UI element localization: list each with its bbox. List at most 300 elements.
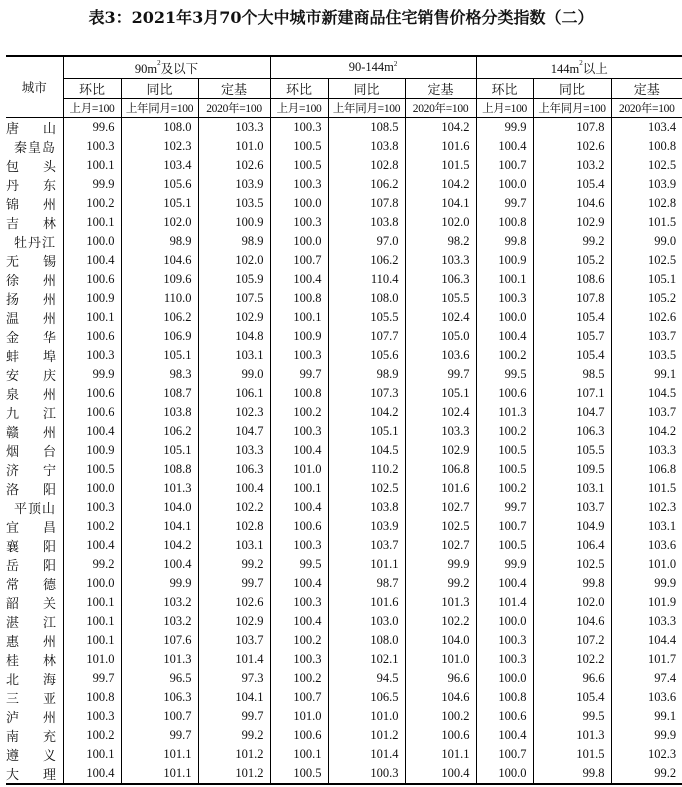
value-cell: 100.3 xyxy=(270,536,328,555)
value-cell: 102.6 xyxy=(533,137,611,156)
table-row xyxy=(6,669,682,688)
city-name: 桂 林 xyxy=(6,654,56,669)
city-cell xyxy=(6,460,63,479)
value-cell: 108.0 xyxy=(328,631,405,650)
value-cell: 104.5 xyxy=(328,441,405,460)
city-name: 韶 关 xyxy=(6,597,56,612)
value-cell: 102.2 xyxy=(533,650,611,669)
table-row xyxy=(6,745,682,764)
value-cell: 108.7 xyxy=(121,384,198,403)
value-cell: 100.7 xyxy=(476,517,533,536)
value-cell: 100.3 xyxy=(270,422,328,441)
value-cell: 100.2 xyxy=(270,403,328,422)
value-cell: 105.0 xyxy=(405,327,476,346)
city-name: 扬 州 xyxy=(6,293,56,308)
city-name: 泸 州 xyxy=(6,711,56,726)
value-cell: 102.3 xyxy=(121,137,198,156)
value-cell: 101.3 xyxy=(121,650,198,669)
value-cell: 104.4 xyxy=(611,631,682,650)
value-cell: 105.2 xyxy=(611,289,682,308)
value-cell: 103.9 xyxy=(328,517,405,536)
value-cell: 100.1 xyxy=(63,745,121,764)
value-cell: 104.6 xyxy=(405,688,476,707)
value-cell: 99.5 xyxy=(533,707,611,726)
value-cell: 101.6 xyxy=(328,593,405,612)
city-name: 安 庆 xyxy=(6,369,56,384)
group-header-90-144: $90-144m^2$ xyxy=(270,56,476,79)
value-cell: 102.3 xyxy=(198,403,270,422)
value-cell: 100.4 xyxy=(270,612,328,631)
value-cell: 104.6 xyxy=(533,612,611,631)
value-cell: 102.5 xyxy=(533,555,611,574)
value-cell: 103.7 xyxy=(611,327,682,346)
value-cell: 101.2 xyxy=(198,764,270,784)
city-name: 遵 义 xyxy=(6,749,56,764)
value-cell: 96.6 xyxy=(533,669,611,688)
value-cell: 105.7 xyxy=(533,327,611,346)
value-cell: 103.5 xyxy=(611,346,682,365)
value-cell: 100.3 xyxy=(63,137,121,156)
value-cell: 100.5 xyxy=(476,441,533,460)
unit-header-base: 2020年=100 xyxy=(198,99,270,118)
city-cell xyxy=(6,175,63,194)
value-cell: 104.7 xyxy=(198,422,270,441)
value-cell: 100.8 xyxy=(270,384,328,403)
value-cell: 103.1 xyxy=(533,479,611,498)
city-cell xyxy=(6,479,63,498)
city-cell xyxy=(6,498,63,517)
value-cell: 103.6 xyxy=(611,536,682,555)
value-cell: 102.6 xyxy=(611,308,682,327)
value-cell: 104.7 xyxy=(533,403,611,422)
table-row xyxy=(6,593,682,612)
value-cell: 102.9 xyxy=(533,213,611,232)
value-cell: 105.2 xyxy=(533,251,611,270)
value-cell: 99.2 xyxy=(405,574,476,593)
table-row xyxy=(6,232,682,251)
value-cell: 99.7 xyxy=(63,669,121,688)
value-cell: 109.6 xyxy=(121,270,198,289)
value-cell: 100.2 xyxy=(63,194,121,213)
value-cell: 106.2 xyxy=(328,251,405,270)
value-cell: 100.0 xyxy=(476,308,533,327)
value-cell: 103.9 xyxy=(611,175,682,194)
value-cell: 100.2 xyxy=(63,517,121,536)
value-cell: 101.3 xyxy=(476,403,533,422)
value-cell: 107.8 xyxy=(533,289,611,308)
city-name: 常 德 xyxy=(6,578,56,593)
table-row xyxy=(6,517,682,536)
value-cell: 100.1 xyxy=(63,631,121,650)
value-cell: 101.4 xyxy=(328,745,405,764)
city-cell xyxy=(6,536,63,555)
table-row xyxy=(6,251,682,270)
value-cell: 105.1 xyxy=(405,384,476,403)
value-cell: 101.2 xyxy=(198,745,270,764)
city-cell xyxy=(6,118,63,138)
table-row xyxy=(6,175,682,194)
city-name: 大 理 xyxy=(6,768,56,783)
value-cell: 100.6 xyxy=(63,270,121,289)
value-cell: 98.5 xyxy=(533,365,611,384)
value-cell: 106.4 xyxy=(533,536,611,555)
value-cell: 103.7 xyxy=(198,631,270,650)
value-cell: 103.3 xyxy=(611,441,682,460)
table-row xyxy=(6,327,682,346)
value-cell: 105.1 xyxy=(611,270,682,289)
unit-header-mom: 上月=100 xyxy=(476,99,533,118)
city-cell xyxy=(6,308,63,327)
city-cell xyxy=(6,764,63,784)
value-cell: 103.7 xyxy=(533,498,611,517)
value-cell: 105.9 xyxy=(198,270,270,289)
unit-header-mom: 上月=100 xyxy=(63,99,121,118)
value-cell: 107.8 xyxy=(328,194,405,213)
value-cell: 104.1 xyxy=(405,194,476,213)
value-cell: 100.1 xyxy=(63,308,121,327)
table-row xyxy=(6,441,682,460)
table-row xyxy=(6,479,682,498)
value-cell: 100.5 xyxy=(476,536,533,555)
city-cell xyxy=(6,650,63,669)
group-header-over-144: $144m^2$以上 xyxy=(476,56,682,79)
value-cell: 103.3 xyxy=(198,441,270,460)
value-cell: 105.5 xyxy=(405,289,476,308)
value-cell: 99.8 xyxy=(533,764,611,784)
city-cell xyxy=(6,631,63,650)
value-cell: 110.4 xyxy=(328,270,405,289)
value-cell: 101.0 xyxy=(328,707,405,726)
value-cell: 100.0 xyxy=(476,764,533,784)
value-cell: 100.7 xyxy=(476,156,533,175)
value-cell: 104.2 xyxy=(405,118,476,138)
value-cell: 106.8 xyxy=(405,460,476,479)
value-cell: 108.5 xyxy=(328,118,405,138)
city-name: 平顶山 xyxy=(13,502,56,517)
value-cell: 99.9 xyxy=(405,555,476,574)
city-cell xyxy=(6,270,63,289)
value-cell: 99.2 xyxy=(533,232,611,251)
value-cell: 104.1 xyxy=(121,517,198,536)
value-cell: 100.4 xyxy=(63,422,121,441)
city-cell xyxy=(6,289,63,308)
value-cell: 104.6 xyxy=(121,251,198,270)
city-cell xyxy=(6,365,63,384)
value-cell: 105.5 xyxy=(328,308,405,327)
value-cell: 99.7 xyxy=(270,365,328,384)
value-cell: 100.4 xyxy=(405,764,476,784)
unit-header-base: 2020年=100 xyxy=(405,99,476,118)
table-row xyxy=(6,384,682,403)
value-cell: 99.9 xyxy=(63,365,121,384)
table-row xyxy=(6,213,682,232)
value-cell: 100.9 xyxy=(270,327,328,346)
value-cell: 100.4 xyxy=(270,574,328,593)
value-cell: 100.3 xyxy=(476,631,533,650)
value-cell: 99.8 xyxy=(476,232,533,251)
unit-header-yoy: 上年同月=100 xyxy=(121,99,198,118)
value-cell: 103.2 xyxy=(121,593,198,612)
value-cell: 99.0 xyxy=(198,365,270,384)
value-cell: 100.5 xyxy=(270,137,328,156)
city-cell xyxy=(6,384,63,403)
table-row xyxy=(6,631,682,650)
value-cell: 100.4 xyxy=(476,574,533,593)
value-cell: 106.3 xyxy=(121,688,198,707)
value-cell: 100.0 xyxy=(270,194,328,213)
value-cell: 99.7 xyxy=(121,726,198,745)
value-cell: 107.8 xyxy=(533,118,611,138)
city-cell xyxy=(6,555,63,574)
value-cell: 103.7 xyxy=(328,536,405,555)
value-cell: 99.6 xyxy=(63,118,121,138)
sub-header-mom: 环比 xyxy=(476,79,533,99)
value-cell: 105.1 xyxy=(121,194,198,213)
value-cell: 102.0 xyxy=(405,213,476,232)
city-cell xyxy=(6,726,63,745)
sub-header-yoy: 同比 xyxy=(533,79,611,99)
city-cell xyxy=(6,688,63,707)
city-name: 宜 昌 xyxy=(6,521,56,536)
value-cell: 102.5 xyxy=(405,517,476,536)
value-cell: 103.9 xyxy=(198,175,270,194)
value-cell: 98.9 xyxy=(328,365,405,384)
city-cell xyxy=(6,327,63,346)
value-cell: 102.6 xyxy=(198,156,270,175)
value-cell: 99.2 xyxy=(611,764,682,784)
value-cell: 105.5 xyxy=(533,441,611,460)
city-cell xyxy=(6,669,63,688)
sub-header-base: 定基 xyxy=(405,79,476,99)
value-cell: 103.1 xyxy=(198,346,270,365)
city-name: 金 华 xyxy=(6,331,56,346)
value-cell: 100.7 xyxy=(270,688,328,707)
value-cell: 97.4 xyxy=(611,669,682,688)
value-cell: 98.2 xyxy=(405,232,476,251)
value-cell: 101.6 xyxy=(405,479,476,498)
value-cell: 100.3 xyxy=(270,593,328,612)
value-cell: 106.2 xyxy=(121,308,198,327)
value-cell: 100.3 xyxy=(476,289,533,308)
value-cell: 101.5 xyxy=(405,156,476,175)
value-cell: 100.4 xyxy=(198,479,270,498)
value-cell: 102.3 xyxy=(611,498,682,517)
value-cell: 100.4 xyxy=(63,764,121,784)
value-cell: 100.5 xyxy=(63,460,121,479)
table-row xyxy=(6,498,682,517)
table-row xyxy=(6,118,682,138)
table-row xyxy=(6,574,682,593)
city-name: 济 宁 xyxy=(6,464,56,479)
value-cell: 94.5 xyxy=(328,669,405,688)
value-cell: 101.3 xyxy=(533,726,611,745)
value-cell: 100.8 xyxy=(63,688,121,707)
value-cell: 103.3 xyxy=(405,422,476,441)
unit-header-yoy: 上年同月=100 xyxy=(533,99,611,118)
value-cell: 101.4 xyxy=(198,650,270,669)
value-cell: 101.0 xyxy=(270,460,328,479)
value-cell: 102.0 xyxy=(121,213,198,232)
city-name: 牡丹江 xyxy=(13,236,56,251)
value-cell: 102.6 xyxy=(198,593,270,612)
value-cell: 103.3 xyxy=(405,251,476,270)
value-cell: 100.0 xyxy=(63,479,121,498)
value-cell: 100.1 xyxy=(270,745,328,764)
value-cell: 101.9 xyxy=(611,593,682,612)
table-row xyxy=(6,460,682,479)
value-cell: 104.2 xyxy=(328,403,405,422)
value-cell: 99.8 xyxy=(533,574,611,593)
table-row xyxy=(6,270,682,289)
value-cell: 99.9 xyxy=(63,175,121,194)
value-cell: 101.1 xyxy=(328,555,405,574)
value-cell: 102.0 xyxy=(198,251,270,270)
value-cell: 103.8 xyxy=(328,213,405,232)
value-cell: 96.5 xyxy=(121,669,198,688)
city-name: 无 锡 xyxy=(6,255,56,270)
value-cell: 106.9 xyxy=(121,327,198,346)
value-cell: 103.1 xyxy=(611,517,682,536)
value-cell: 99.9 xyxy=(611,726,682,745)
value-cell: 99.0 xyxy=(611,232,682,251)
value-cell: 98.3 xyxy=(121,365,198,384)
value-cell: 100.6 xyxy=(476,707,533,726)
value-cell: 100.1 xyxy=(63,156,121,175)
value-cell: 102.5 xyxy=(611,156,682,175)
value-cell: 100.4 xyxy=(63,251,121,270)
value-cell: 100.2 xyxy=(476,346,533,365)
value-cell: 100.3 xyxy=(270,118,328,138)
city-name: 烟 台 xyxy=(6,445,56,460)
value-cell: 100.3 xyxy=(270,346,328,365)
city-header: 城市 xyxy=(6,56,63,118)
value-cell: 102.8 xyxy=(198,517,270,536)
value-cell: 105.1 xyxy=(121,346,198,365)
value-cell: 102.3 xyxy=(611,745,682,764)
value-cell: 100.1 xyxy=(270,479,328,498)
value-cell: 99.7 xyxy=(476,194,533,213)
city-name: 温 州 xyxy=(6,312,56,327)
value-cell: 100.6 xyxy=(63,403,121,422)
value-cell: 104.8 xyxy=(198,327,270,346)
city-name: 锦 州 xyxy=(6,198,56,213)
value-cell: 101.6 xyxy=(405,137,476,156)
price-index-table xyxy=(6,55,682,785)
value-cell: 100.9 xyxy=(63,441,121,460)
value-cell: 103.4 xyxy=(121,156,198,175)
value-cell: 108.0 xyxy=(328,289,405,308)
value-cell: 99.2 xyxy=(198,555,270,574)
table-row xyxy=(6,764,682,784)
value-cell: 106.3 xyxy=(405,270,476,289)
value-cell: 103.8 xyxy=(121,403,198,422)
sub-header-base: 定基 xyxy=(198,79,270,99)
city-cell xyxy=(6,593,63,612)
value-cell: 100.4 xyxy=(121,555,198,574)
table-row xyxy=(6,612,682,631)
value-cell: 105.6 xyxy=(121,175,198,194)
value-cell: 102.1 xyxy=(328,650,405,669)
city-cell xyxy=(6,707,63,726)
value-cell: 104.2 xyxy=(405,175,476,194)
sub-header-yoy: 同比 xyxy=(121,79,198,99)
value-cell: 100.4 xyxy=(476,137,533,156)
value-cell: 99.9 xyxy=(476,118,533,138)
value-cell: 101.3 xyxy=(405,593,476,612)
value-cell: 100.5 xyxy=(476,460,533,479)
value-cell: 96.6 xyxy=(405,669,476,688)
value-cell: 105.6 xyxy=(328,346,405,365)
value-cell: 100.3 xyxy=(476,650,533,669)
value-cell: 102.8 xyxy=(328,156,405,175)
city-name: 三 亚 xyxy=(6,692,56,707)
table-row xyxy=(6,365,682,384)
city-name: 徐 州 xyxy=(6,274,56,289)
value-cell: 103.4 xyxy=(611,118,682,138)
value-cell: 110.0 xyxy=(121,289,198,308)
value-cell: 104.1 xyxy=(198,688,270,707)
value-cell: 100.4 xyxy=(270,270,328,289)
value-cell: 100.4 xyxy=(270,498,328,517)
value-cell: 105.1 xyxy=(121,441,198,460)
value-cell: 100.8 xyxy=(270,289,328,308)
value-cell: 103.7 xyxy=(611,403,682,422)
city-cell xyxy=(6,194,63,213)
value-cell: 102.5 xyxy=(328,479,405,498)
value-cell: 102.7 xyxy=(405,536,476,555)
value-cell: 106.5 xyxy=(328,688,405,707)
value-cell: 100.4 xyxy=(270,441,328,460)
value-cell: 104.0 xyxy=(121,498,198,517)
value-cell: 100.1 xyxy=(63,213,121,232)
value-cell: 107.3 xyxy=(328,384,405,403)
value-cell: 102.4 xyxy=(405,308,476,327)
value-cell: 102.2 xyxy=(198,498,270,517)
city-cell xyxy=(6,403,63,422)
value-cell: 107.7 xyxy=(328,327,405,346)
value-cell: 99.5 xyxy=(476,365,533,384)
table-row xyxy=(6,289,682,308)
value-cell: 100.2 xyxy=(270,669,328,688)
value-cell: 101.1 xyxy=(121,764,198,784)
value-cell: 104.5 xyxy=(611,384,682,403)
value-cell: 97.0 xyxy=(328,232,405,251)
city-name: 吉 林 xyxy=(6,217,56,232)
value-cell: 100.3 xyxy=(270,175,328,194)
city-cell xyxy=(6,251,63,270)
value-cell: 100.3 xyxy=(270,213,328,232)
value-cell: 100.7 xyxy=(270,251,328,270)
value-cell: 101.0 xyxy=(63,650,121,669)
value-cell: 106.3 xyxy=(198,460,270,479)
unit-header-mom: 上月=100 xyxy=(270,99,328,118)
value-cell: 102.9 xyxy=(405,441,476,460)
value-cell: 101.5 xyxy=(611,479,682,498)
value-cell: 108.6 xyxy=(533,270,611,289)
value-cell: 100.8 xyxy=(476,213,533,232)
value-cell: 101.1 xyxy=(405,745,476,764)
value-cell: 102.7 xyxy=(405,498,476,517)
value-cell: 106.1 xyxy=(198,384,270,403)
value-cell: 101.4 xyxy=(476,593,533,612)
value-cell: 100.0 xyxy=(270,232,328,251)
city-cell xyxy=(6,517,63,536)
value-cell: 99.9 xyxy=(611,574,682,593)
value-cell: 110.2 xyxy=(328,460,405,479)
value-cell: 107.6 xyxy=(121,631,198,650)
value-cell: 102.0 xyxy=(533,593,611,612)
value-cell: 100.1 xyxy=(63,612,121,631)
